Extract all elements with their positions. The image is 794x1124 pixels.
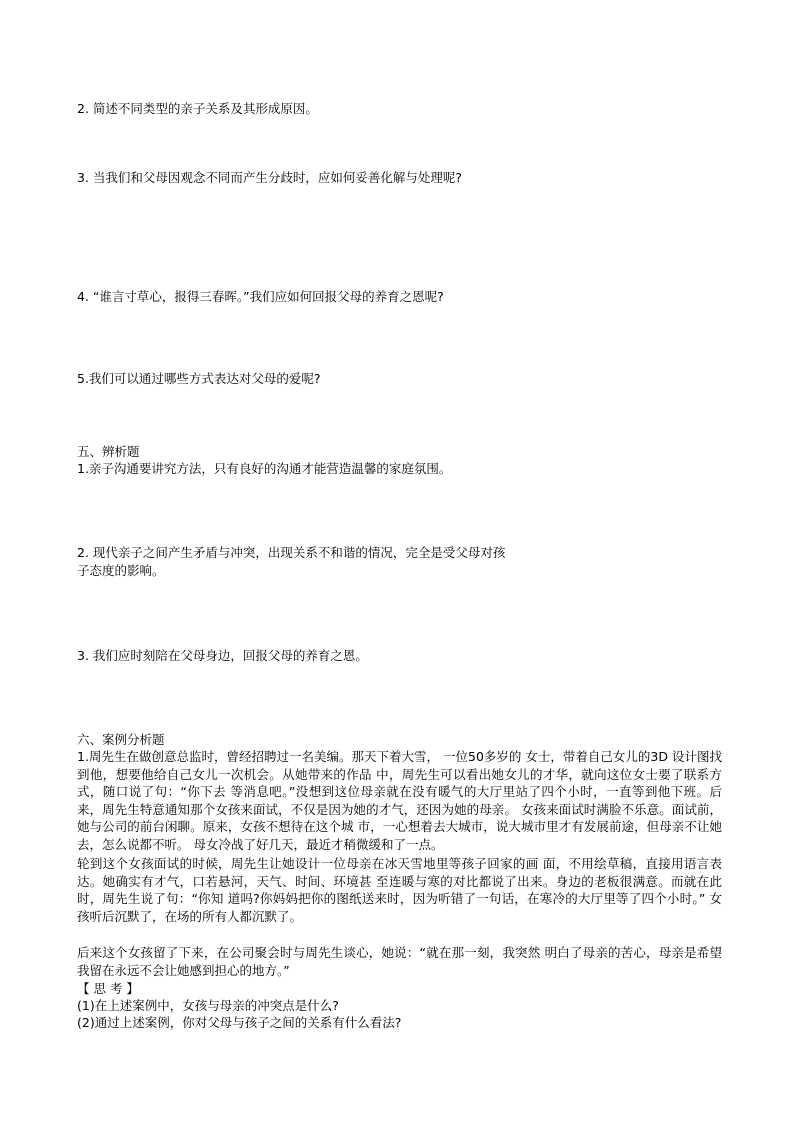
question-5: 5.我们可以通过哪些方式表达对父母的爱呢?	[77, 371, 321, 386]
case-paragraph-3: 后来这个女孩留了下来，在公司聚会时与周先生谈心，她说：“就在那一刻，我突然 明白了母亲的苦心，母亲是希望我留在永远不会让她感到担心的地方。”	[77, 945, 722, 978]
section-5-item-1: 1.亲子沟通要讲究方法，只有良好的沟通才能营造温馨的家庭氛围。	[77, 461, 452, 476]
question-4: 4. “谁言寸草心，报得三春晖。”我们应如何回报父母的养育之恩呢?	[77, 289, 444, 304]
case-paragraph-2: 轮到这个女孩面试的时候，周先生让她设计一位母亲在冰天雪地里等孩子回家的画 面，不用绘草稿，直接用语言表达。她确实有才气，口若悬河，天气、时间、环境甚 至连暖与寒的对比都说了出来。身边的老板很满意。而就在此时，周先生说了句：“你知 道吗?你妈妈把你的图纸送来时，因为听错了一句话，在寒冷的大厅里等了四个小时。” 女孩听后沉默了，在场的所有人都沉默了。	[77, 856, 722, 924]
question-2: 2. 简述不同类型的亲子关系及其形成原因。	[77, 101, 318, 116]
think-label: 【 思 考 】	[77, 981, 139, 996]
section-5-item-3: 3. 我们应时刻陪在父母身边，回报父母的养育之恩。	[77, 648, 368, 663]
section-5-heading: 五、辨析题	[77, 444, 140, 459]
think-question-2: (2)通过上述案例，你对父母与孩子之间的关系有什么看法?	[77, 1015, 402, 1030]
section-5-item-2-continued: 子态度的影响。	[77, 563, 165, 578]
section-5-item-2: 2. 现代亲子之间产生矛盾与冲突，出现关系不和谐的情况，完全是受父母对孩	[77, 545, 506, 560]
case-paragraph-1: 1.周先生在做创意总监时，曾经招聘过一名美编。那天下着大雪， 一位50多岁的 女士，带着自己女儿的3D 设计图找到他，想要他给自己女儿一次机会。从她带来的作品 中，周先生可以看出她女儿的才华，就向这位女士要了联系方式，随口说了句：“你下去 等消息吧。”没想到这位母亲就在没有暖气的大厅里站了四个小时，一直等到他下班。后来，周先生特意通知那个女孩来面试，不仅是因为她的才气，还因为她的母亲。 女孩来面试时满脸不乐意。面试前，她与公司的前台闲聊。原来，女孩不想待在这个城 市，一心想着去大城市，说大城市里才有发展前途，但母亲不让她去，怎么说都不听。 母女冷战了好几天，最近才稍微缓和了一点。	[77, 749, 722, 852]
section-6-heading: 六、案例分析题	[77, 732, 165, 747]
question-3: 3. 当我们和父母因观念不同而产生分歧时，应如何妥善化解与处理呢?	[77, 170, 463, 185]
think-question-1: (1)在上述案例中，女孩与母亲的冲突点是什么?	[77, 998, 339, 1013]
